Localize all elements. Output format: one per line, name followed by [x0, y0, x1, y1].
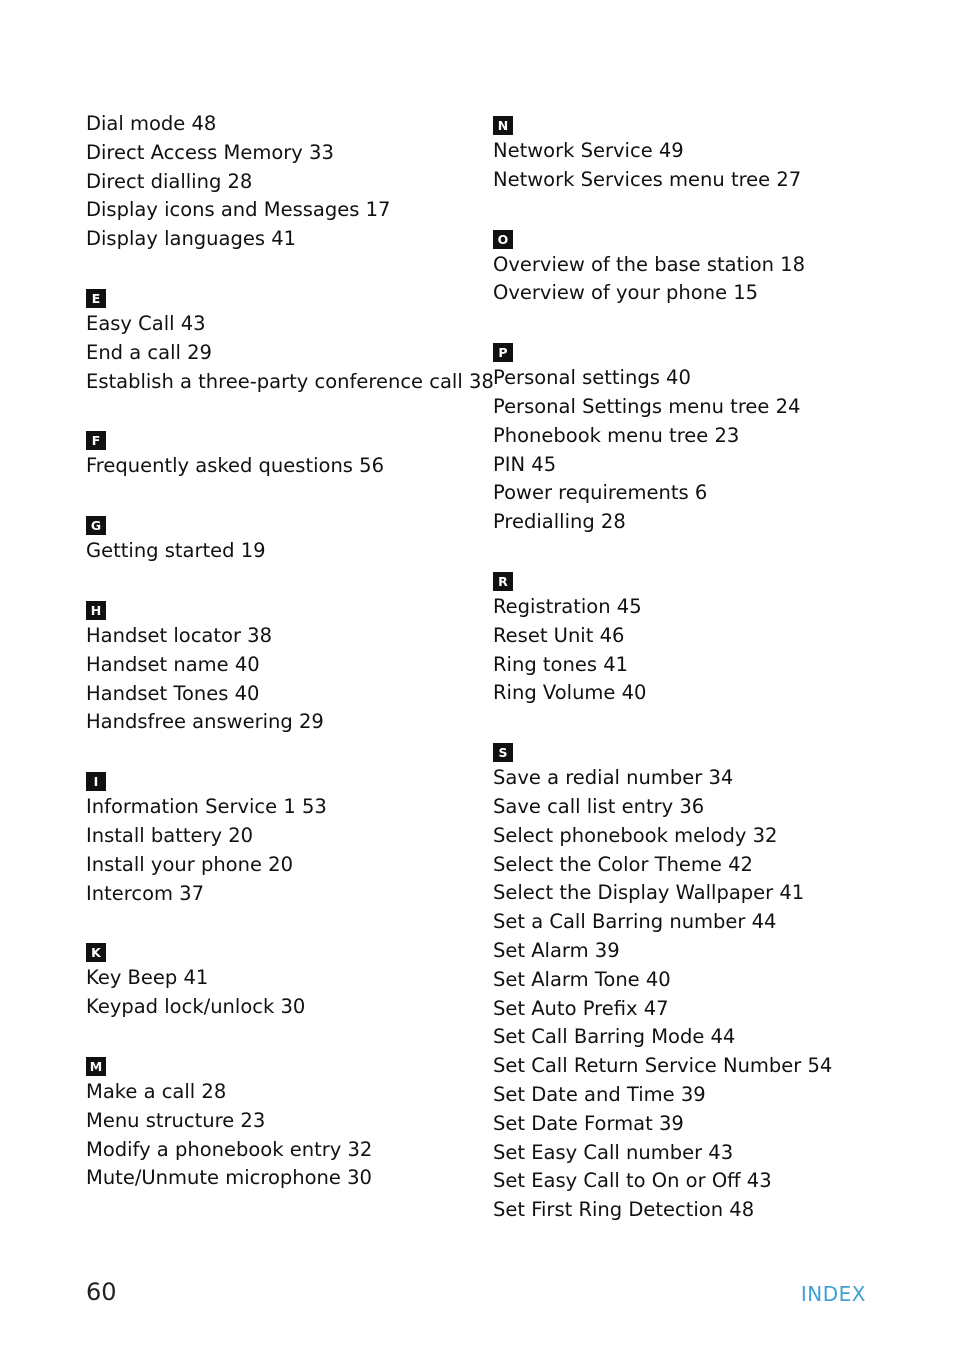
index-entry: Select the Display Wallpaper 41 — [493, 881, 805, 905]
index-entry: Direct Access Memory 33 — [86, 140, 334, 164]
index-section — [493, 737, 893, 1225]
index-section — [86, 937, 476, 1022]
section-letter: P — [493, 343, 513, 362]
index-entry: Handset locator 38 — [86, 623, 272, 647]
index-section — [493, 566, 893, 708]
index-column-right — [493, 110, 893, 1254]
index-entry: Install battery 20 — [86, 823, 254, 847]
section-letter: E — [86, 289, 106, 308]
index-entry: Network Service 49 — [493, 139, 684, 162]
index-entry: Registration 45 — [493, 594, 642, 618]
index-entry: Display icons and Messages 17 — [86, 198, 391, 222]
index-section — [86, 110, 476, 254]
index-entry: Save a redial number 34 — [493, 766, 734, 790]
index-entry: Set a Call Barring number 44 — [493, 910, 777, 934]
index-entry: Overview of the base station 18 — [493, 252, 805, 276]
index-entry: Predialling 28 — [493, 510, 626, 534]
index-entry: Set Auto Prefix 47 — [493, 996, 669, 1020]
index-entry: Select phonebook melody 32 — [493, 823, 778, 847]
index-entry: Personal Settings menu tree 24 — [493, 394, 801, 418]
index-entry: Modify a phonebook entry 32 — [86, 1137, 373, 1161]
index-entry: Handsfree answering 29 — [86, 710, 324, 734]
section-letter: S — [493, 743, 513, 762]
index-section — [86, 425, 476, 481]
index-entry: Set Easy Call to On or Off 43 — [493, 1169, 772, 1193]
index-entry: Handset name 40 — [86, 652, 260, 676]
index-section — [86, 1051, 476, 1193]
index-section — [86, 766, 476, 908]
index-entry: Menu structure 23 — [86, 1108, 266, 1132]
section-letter: K — [86, 943, 106, 962]
index-section — [493, 224, 893, 309]
index-entry: Set Alarm 39 — [493, 938, 620, 962]
index-entry: Install your phone 20 — [86, 852, 293, 876]
index-section — [86, 283, 494, 396]
index-entry: PIN 45 — [493, 452, 557, 476]
index-entry: Power requirements 6 — [493, 481, 708, 505]
index-entry: Keypad lock/unlock 30 — [86, 995, 306, 1019]
index-entry: Set Date Format 39 — [493, 1111, 684, 1135]
index-entry: Select the Color Theme 42 — [493, 852, 753, 876]
index-entry: Reset Unit 46 — [493, 623, 625, 647]
section-letter: R — [493, 572, 513, 591]
index-entry: End a call 29 — [86, 340, 212, 364]
index-entry: Ring tones 41 — [493, 652, 629, 676]
index-section — [493, 110, 893, 195]
index-entry: Set First Ring Detection 48 — [493, 1198, 755, 1222]
index-entry: Intercom 37 — [86, 881, 204, 905]
index-entry: Getting started 19 — [86, 539, 266, 563]
index-entry: Phonebook menu tree 23 — [493, 423, 740, 447]
section-letter: M — [86, 1057, 106, 1076]
section-letter: F — [86, 431, 106, 450]
section-letter: G — [86, 516, 106, 535]
index-entry: Personal settings 40 — [493, 366, 691, 390]
page-number: 60 — [86, 1278, 117, 1306]
index-entry: Easy Call 43 — [86, 311, 206, 335]
index-entry: Set Alarm Tone 40 — [493, 967, 671, 991]
index-entry: Ring Volume 40 — [493, 681, 647, 705]
section-letter: I — [86, 772, 106, 791]
index-section — [86, 510, 476, 566]
index-entry: Set Call Barring Mode 44 — [493, 1025, 736, 1049]
index-entry: Set Date and Time 39 — [493, 1082, 706, 1106]
section-letter: H — [86, 601, 106, 620]
index-entry: Establish a three-party conference call 38 — [86, 369, 494, 393]
section-label: INDEX — [800, 1282, 866, 1306]
section-letter: N — [493, 116, 513, 135]
index-entry: Mute/Unmute microphone 30 — [86, 1166, 372, 1190]
index-section — [493, 337, 893, 537]
index-entry: Frequently asked questions 56 — [86, 454, 384, 478]
index-column-left — [86, 110, 494, 1222]
section-letter: O — [493, 230, 513, 249]
index-entry: Information Service 1 53 — [86, 795, 327, 819]
index-entry: Overview of your phone 15 — [493, 281, 759, 305]
index-entry: Network Services menu tree 27 — [493, 167, 802, 191]
index-entry: Set Easy Call number 43 — [493, 1140, 734, 1164]
index-entry: Key Beep 41 — [86, 966, 209, 990]
index-section — [86, 595, 476, 737]
index-entry: Dial mode 48 — [86, 112, 217, 135]
index-entry: Make a call 28 — [86, 1079, 227, 1103]
index-entry: Set Call Return Service Number 54 — [493, 1054, 833, 1078]
index-entry: Direct dialling 28 — [86, 169, 253, 193]
index-entry: Display languages 41 — [86, 227, 297, 251]
index-entry: Handset Tones 40 — [86, 681, 260, 705]
index-entry: Save call list entry 36 — [493, 794, 705, 818]
